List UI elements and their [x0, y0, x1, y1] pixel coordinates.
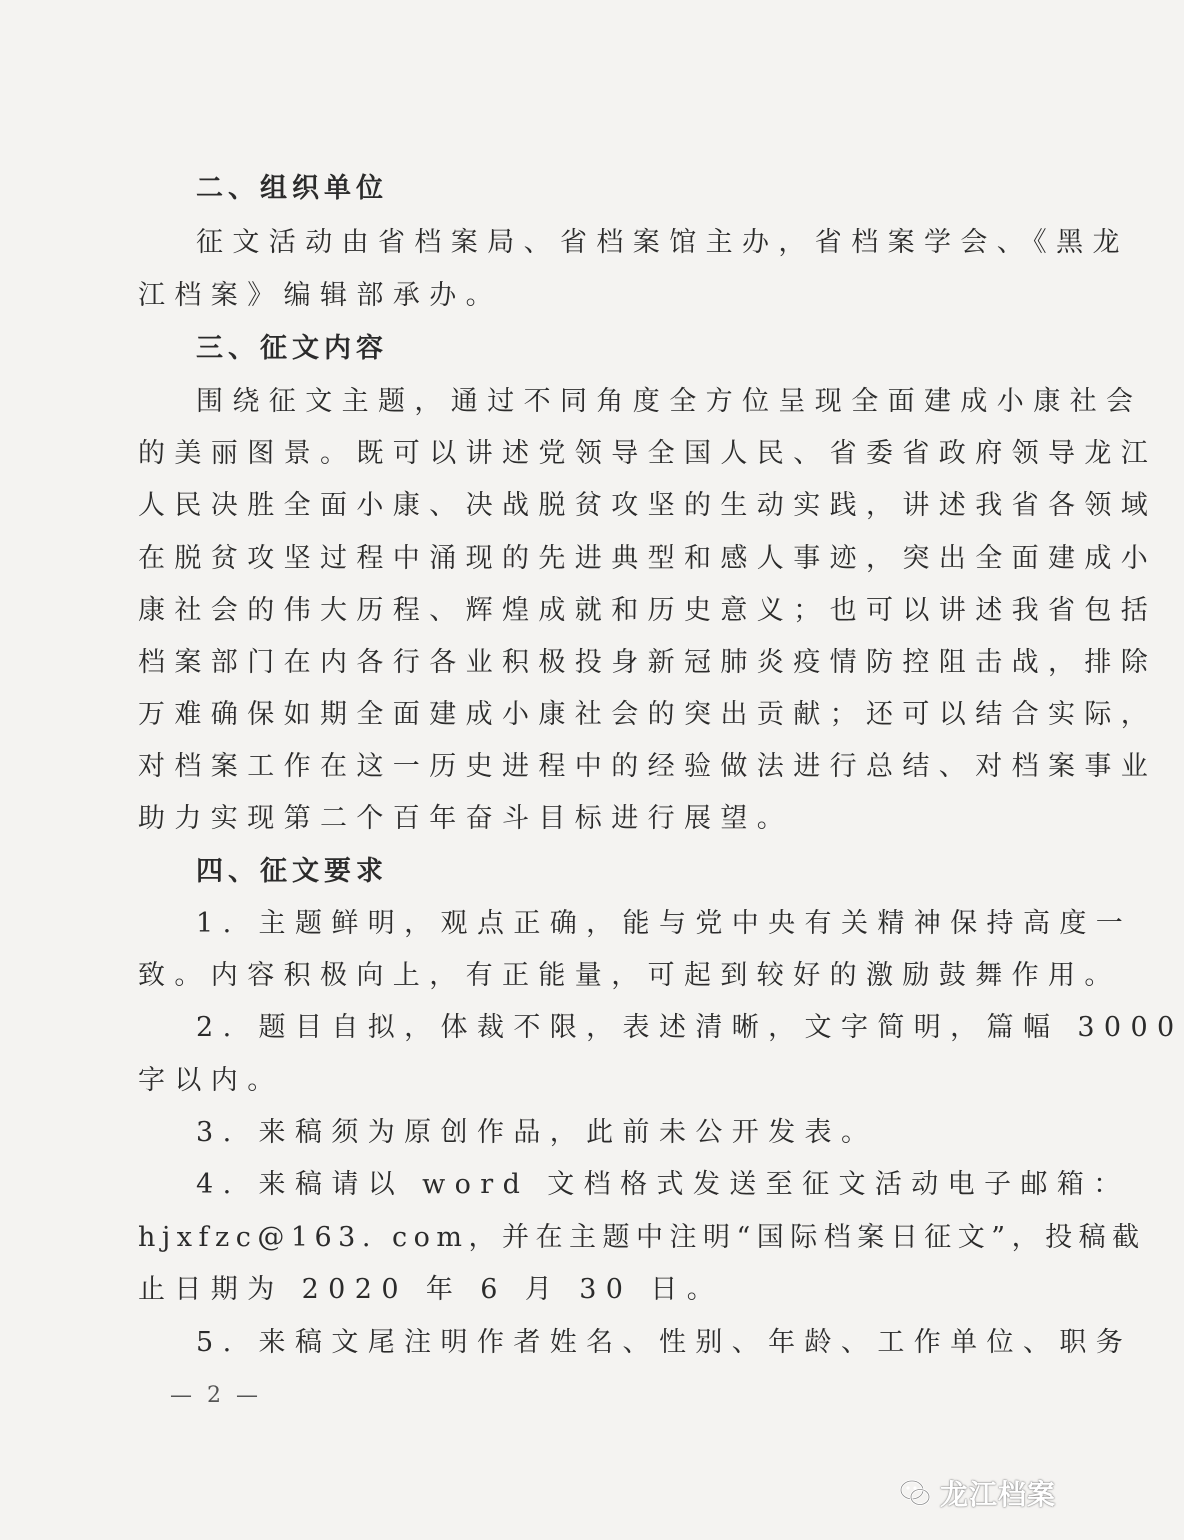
paragraph-line: 对档案工作在这一历史进程中的经验做法进行总结、对档案事业	[138, 751, 1158, 782]
page-number: — 2 —	[170, 1383, 262, 1408]
paragraph-line-email: hjxfzc@163. com，并在主题中注明“国际档案日征文”，投稿截	[138, 1222, 1146, 1253]
paragraph-line: 4. 来稿请以 word 文档格式发送至征文活动电子邮箱：	[196, 1169, 1130, 1200]
watermark-text: 龙江档案	[940, 1478, 1057, 1511]
paragraph-line: 的美丽图景。既可以讲述党领导全国人民、省委省政府领导龙江	[138, 438, 1158, 469]
paragraph-line: 江档案》编辑部承办。	[138, 280, 502, 311]
paragraph-line: 围绕征文主题，通过不同角度全方位呈现全面建成小康社会	[196, 386, 1143, 417]
paragraph-line: 致。内容积极向上，有正能量，可起到较好的激励鼓舞作用。	[138, 960, 1121, 991]
paragraph-line: 1. 主题鲜明，观点正确，能与党中央有关精神保持高度一	[196, 908, 1133, 939]
paragraph-line: 2. 题目自拟，体裁不限，表述清晰，文字简明，篇幅 3000	[196, 1012, 1184, 1043]
wechat-icon	[898, 1476, 932, 1510]
section-heading-content: 三、征文内容	[196, 333, 388, 364]
paragraph-line: 助力实现第二个百年奋斗目标进行展望。	[138, 803, 794, 834]
paragraph-line: 万难确保如期全面建成小康社会的突出贡献；还可以结合实际，	[138, 699, 1158, 730]
paragraph-line: 5. 来稿文尾注明作者姓名、性别、年龄、工作单位、职务	[196, 1327, 1133, 1358]
paragraph-line: 人民决胜全面小康、决战脱贫攻坚的生动实践，讲述我省各领域	[138, 490, 1158, 521]
paragraph-line: 档案部门在内各行各业积极投身新冠肺炎疫情防控阻击战，排除	[138, 647, 1158, 678]
section-heading-requirements: 四、征文要求	[196, 856, 388, 887]
paragraph-line: 在脱贫攻坚过程中涌现的先进典型和感人事迹，突出全面建成小	[138, 543, 1158, 574]
section-heading-organizers: 二、组织单位	[196, 173, 388, 204]
paragraph-line: 止日期为 2020 年 6 月 30 日。	[138, 1274, 724, 1305]
source-watermark	[898, 1473, 1056, 1513]
paragraph-line: 3. 来稿须为原创作品，此前未公开发表。	[196, 1117, 878, 1148]
paragraph-line: 康社会的伟大历程、辉煌成就和历史意义；也可以讲述我省包括	[138, 595, 1158, 626]
paragraph-line: 字以内。	[138, 1065, 284, 1096]
paragraph-line: 征文活动由省档案局、省档案馆主办，省档案学会、《黑龙	[196, 227, 1129, 258]
